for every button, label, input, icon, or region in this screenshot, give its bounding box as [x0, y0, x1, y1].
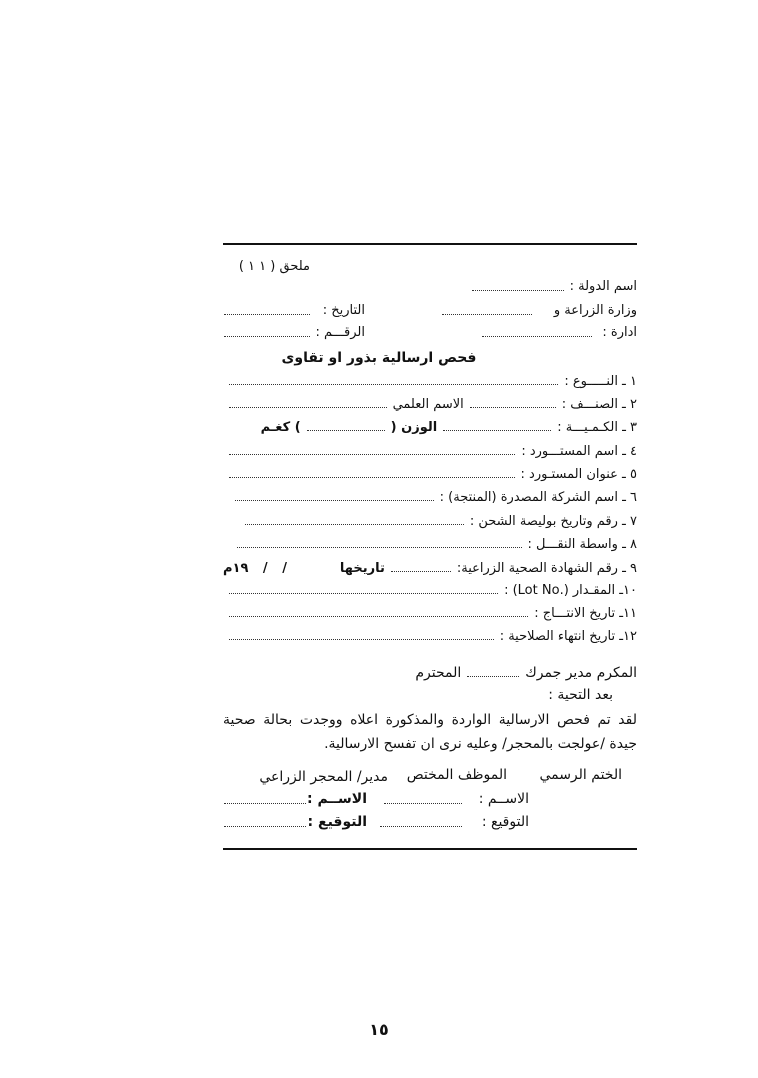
field-lot-label: ١٠ـ المقـدار (.Lot No) :	[504, 583, 637, 598]
field-type-label: ١ ـ النـــــوع :	[564, 374, 637, 389]
page-number: ١٥	[369, 1020, 389, 1039]
salutation-text: المكرم مدير جمرك	[525, 665, 637, 681]
field-certificate-year: / / ١٩م	[223, 561, 287, 576]
field-transport	[223, 536, 637, 554]
field-weight-label: الوزن (	[390, 420, 438, 435]
field-scientific-dots	[229, 399, 387, 408]
letter-salutation	[223, 664, 637, 682]
field-expiry-date	[223, 628, 637, 646]
field-quantity-label: ٣ ـ الكـمـيـــة :	[557, 420, 637, 435]
employee-label: الموظف المختص	[406, 767, 507, 783]
field-quantity	[223, 419, 637, 437]
number-dots	[224, 330, 310, 337]
field-certificate	[223, 560, 637, 578]
salutation-dots	[467, 668, 519, 677]
field-certificate-label: ٩ ـ رقم الشهادة الصحية الزراعية:	[456, 561, 637, 576]
ministry-label: وزارة الزراعة و	[553, 303, 637, 318]
number-label: الرقـــم :	[315, 325, 365, 340]
field-transport-label: ٨ ـ واسطة النقـــل :	[527, 537, 637, 552]
field-importer-label: ٤ ـ اسم المستـــورد :	[521, 444, 637, 459]
employee-signature-dots	[380, 820, 462, 827]
field-bill-of-lading	[223, 513, 637, 531]
letter-body: لقد تم فحص الارسالية الواردة والمذكورة اعلاه ووجدت بحالة صحية جيدة /عولجت بالمحجر/ وعليه نرى ان تفسح الارسالية.	[223, 712, 637, 752]
field-lot-dots	[229, 585, 498, 594]
field-quantity-dots	[443, 422, 551, 431]
field-exporter-label: ٦ ـ اسم الشركة المصدرة (المنتجة) :	[439, 490, 637, 505]
field-bill-of-lading-label: ٧ ـ رقم وتاريخ بوليصة الشحن :	[469, 514, 637, 529]
field-expiry-date-dots	[229, 631, 494, 640]
field-certificate-dots	[391, 563, 451, 572]
date-label: التاريخ :	[322, 303, 365, 318]
field-importer-address-dots	[229, 469, 515, 478]
field-production-date	[223, 605, 637, 623]
field-importer	[223, 443, 637, 461]
field-production-date-label: ١١ـ تاريخ الانتـــاج :	[534, 606, 637, 621]
field-lot	[223, 582, 637, 600]
official-stamp-label: الختم الرسمي	[539, 767, 622, 783]
field-variety-dots	[470, 399, 556, 408]
department-dots	[482, 330, 592, 337]
field-variety	[223, 396, 637, 414]
field-scientific-label: الاسم العلمي	[392, 397, 464, 412]
field-variety-label: ٢ ـ الصنـــف :	[561, 397, 637, 412]
field-importer-address	[223, 466, 637, 484]
field-expiry-date-label: ١٢ـ تاريخ انتهاء الصلاحية :	[499, 629, 637, 644]
field-production-date-dots	[229, 608, 528, 617]
field-certificate-date-label: تاريخها	[339, 561, 385, 576]
field-weight-unit: ) كغـم	[260, 420, 301, 435]
bottom-rule	[223, 848, 637, 850]
manager-name-dots	[224, 797, 306, 804]
annex-label: ملحق ( ١ ١ )	[238, 259, 310, 274]
employee-name-label: الاســم :	[478, 791, 529, 807]
field-exporter-dots	[235, 492, 434, 501]
manager-name-label: الاســم :	[306, 791, 367, 807]
country-label: اسم الدولة :	[569, 279, 637, 294]
field-importer-address-label: ٥ ـ عنوان المستـورد :	[520, 467, 637, 482]
employee-signature-label: التوقيع :	[481, 814, 529, 830]
date-dots	[224, 308, 310, 315]
manager-signature-label: التوقيع :	[307, 814, 367, 830]
field-exporter	[223, 489, 637, 507]
employee-name-dots	[384, 797, 462, 804]
top-rule	[223, 243, 637, 245]
field-weight-dots	[307, 422, 385, 431]
manager-signature-dots	[224, 820, 306, 827]
field-importer-dots	[229, 446, 515, 455]
respected-text: المحترم	[415, 665, 462, 681]
country-dots	[472, 284, 564, 291]
department-label: ادارة :	[602, 325, 637, 340]
field-transport-dots	[237, 539, 522, 548]
greeting-text: بعد التحية :	[548, 687, 613, 703]
field-type-dots	[229, 376, 558, 385]
field-type	[223, 373, 637, 391]
ministry-dots	[442, 308, 532, 315]
manager-label: مدير/ المحجر الزراعي	[259, 769, 388, 785]
form-title: فحص ارسالية بذور او تقاوى	[281, 350, 477, 366]
field-bill-of-lading-dots	[245, 516, 464, 525]
